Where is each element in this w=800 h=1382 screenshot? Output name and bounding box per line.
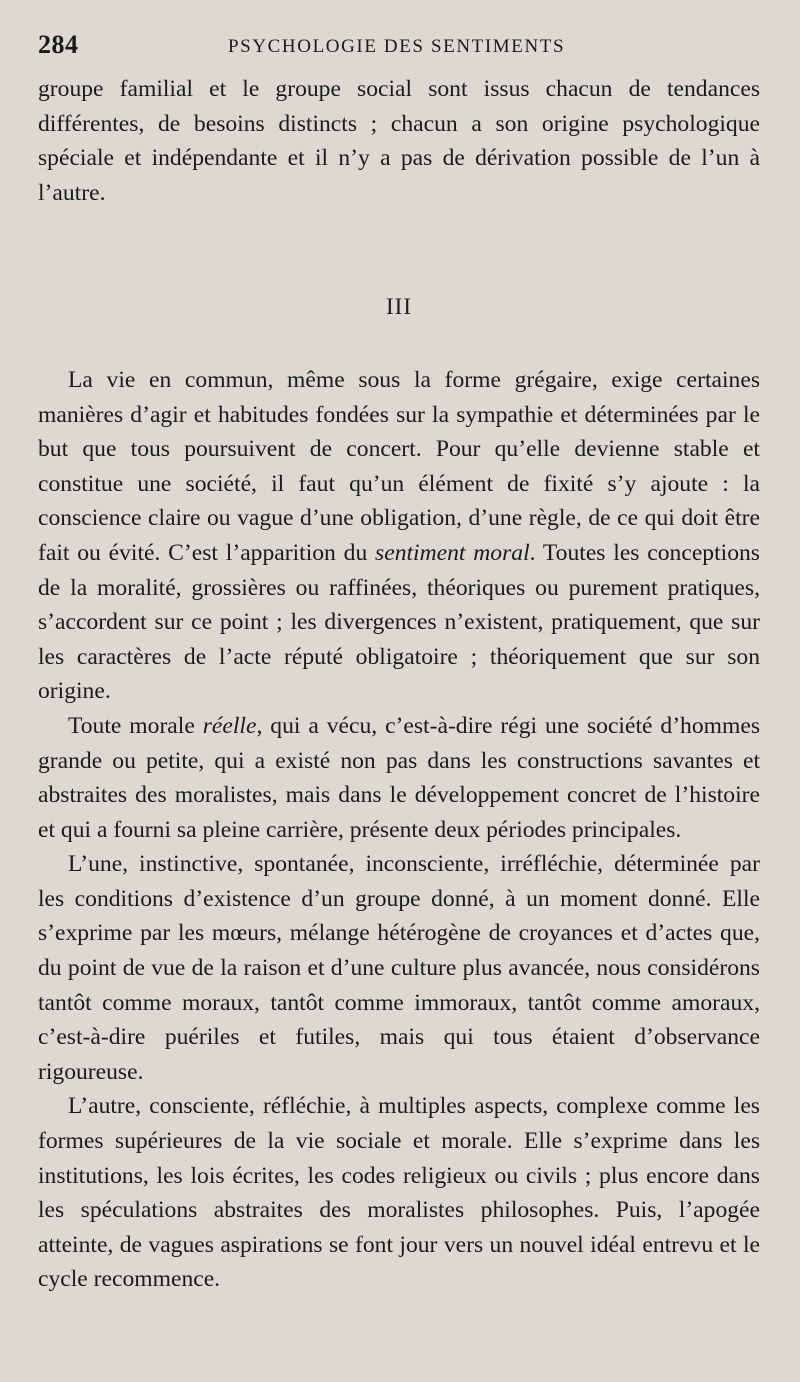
running-title: PSYCHOLOGIE DES SENTIMENTS	[228, 36, 566, 57]
paragraph-second-period: L’autre, consciente, réfléchie, à multiples aspects, complexe comme les formes supérieures de la vie sociale et morale. Elle s’exprime dans les institutions, les lois écrites, les codes religieux ou civils ; plus encore dans les spéculations abstraites des moralistes philosophes. Puis, l’apogée atteinte, de vagues aspirations se font jour vers un nouvel idéal entrevu et le cycle recommence.	[38, 1093, 760, 1293]
body-text	[38, 72, 760, 1297]
page-number: 284	[38, 30, 79, 59]
paragraph-text: . Toutes les conceptions de la moralité, grossières ou raffinées, théoriques ou purement pratiques, s’accordent sur ce point ; les divergences n’existent, pratiquement, que sur les caractères de l’acte réputé obligatoire ; théoriquement que sur son origine.	[38, 539, 760, 705]
paragraph-continuation: groupe familial et le groupe social sont issus chacun de tendances différentes, de besoins distincts ; chacun a son origine psychologique spéciale et indépendante et il n’y a pas de dérivation possible de l’un à l’autre.	[38, 76, 760, 206]
running-head	[38, 30, 760, 64]
paragraph-moral-sentiment	[38, 363, 760, 709]
italic-term: sentiment moral	[375, 539, 530, 566]
paragraph-first-period: L’une, instinctive, spontanée, inconsciente, irréfléchie, déterminée par les conditions d’existence d’un groupe donné, à un moment donné. Elle s’exprime par les mœurs, mélange hétérogène de croyances et d’actes que, du point de vue de la raison et d’une culture plus avancée, nous considérons tantôt comme moraux, tantôt comme immoraux, tantôt comme amoraux, c’est-à-dire puériles et futiles, mais qui tous étaient d’observance rigoureuse.	[38, 851, 760, 1085]
paragraph-text: , qui a vécu, c’est-à-dire régi une société d’hommes grande ou petite, qui a existé non pas dans les constructions savantes et abstraites des moralistes, mais dans le développement concret de l’histoire et qui a fourni sa pleine carrière, présente deux périodes principales.	[38, 712, 761, 843]
paragraph-text: Toute morale	[68, 712, 203, 739]
italic-term: réelle	[202, 712, 257, 739]
paragraph-real-morality	[38, 709, 760, 847]
paragraph-text: La vie en commun, même sous la forme grégaire, exige certaines manières d’agir et habitudes fondées sur la sympathie et déterminées par le but que tous poursuivent de concert. Pour qu’elle devienne stable et constitue une société, il faut qu’un élément de fixité s’y ajoute : la conscience claire ou vague d’une obligation, d’une règle, de ce qui doit être fait ou évité. C’est l’apparition du	[38, 366, 760, 566]
section-heading: III	[386, 294, 412, 320]
